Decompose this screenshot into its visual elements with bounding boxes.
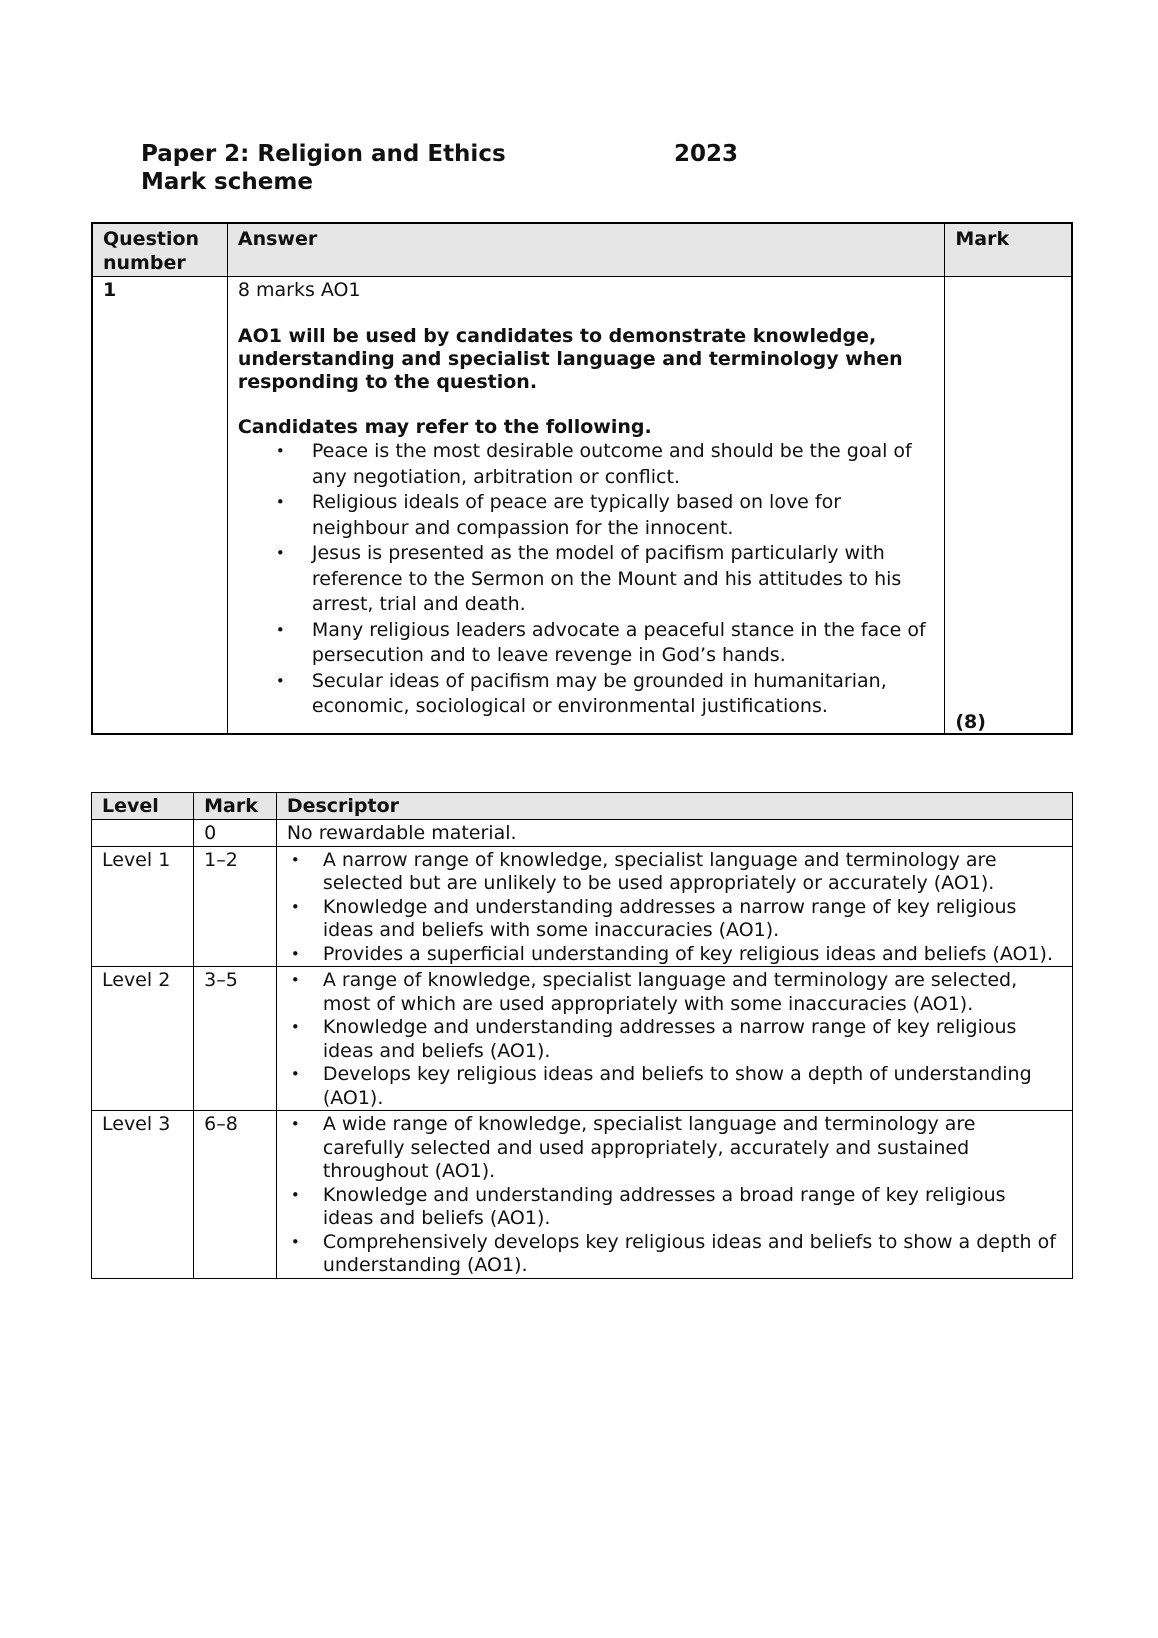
level-row-2 xyxy=(92,967,1073,1111)
header-descriptor: Descriptor xyxy=(276,793,1072,820)
header-answer: Answer xyxy=(227,223,945,277)
level-label xyxy=(92,820,194,847)
level-label: Level 1 xyxy=(92,846,194,967)
answer-point: • Religious ideals of peace are typically based on love for neighbour and compassion for the innocent. xyxy=(312,490,935,541)
level-descriptors xyxy=(276,967,1072,1111)
descriptor-item: • Knowledge and understanding addresses a narrow range of key religious ideas and beliefs with some inaccuracies (AO1). xyxy=(323,896,1062,943)
header-level: Level xyxy=(92,793,194,820)
descriptor-item: • Provides a superficial understanding of key religious ideas and beliefs (AO1). xyxy=(323,943,1062,967)
level-mark: 0 xyxy=(194,820,277,847)
answer-point: • Secular ideas of pacifism may be grounded in humanitarian, economic, sociological or environmental justifications. xyxy=(312,669,935,720)
descriptor-item: • Knowledge and understanding addresses a broad range of key religious ideas and beliefs (AO1). xyxy=(323,1184,1062,1231)
marks-line: 8 marks AO1 xyxy=(237,279,361,301)
answer-point: • Peace is the most desirable outcome and should be the goal of any negotiation, arbitration or conflict. xyxy=(312,439,935,490)
points-intro: Candidates may refer to the following. xyxy=(237,416,652,438)
level-row-1 xyxy=(92,846,1073,967)
level-label: Level 3 xyxy=(92,1111,194,1279)
level-descriptor: No rewardable material. xyxy=(276,820,1072,847)
level-table-header xyxy=(92,793,1073,820)
descriptor-item: • Comprehensively develops key religious ideas and beliefs to show a depth of understanding (AO1). xyxy=(323,1231,1062,1278)
mark-cell xyxy=(945,277,1072,734)
descriptor-item: • A wide range of knowledge, specialist language and terminology are carefully selected and used appropriately, accurately and sustained throughout (AO1). xyxy=(323,1113,1062,1184)
header-mark: Mark xyxy=(945,223,1072,277)
descriptor-item: • A range of knowledge, specialist language and terminology are selected, most of which are used appropriately with some inaccuracies (AO1). xyxy=(323,969,1062,1016)
answer-points-list xyxy=(238,439,935,720)
answer-point: • Jesus is presented as the model of pacifism particularly with reference to the Sermon on the Mount and his attitudes to his arrest, trial and death. xyxy=(312,541,935,618)
level-row-3 xyxy=(92,1111,1073,1279)
level-mark: 1–2 xyxy=(194,846,277,967)
question-number: 1 xyxy=(92,277,227,734)
level-descriptors xyxy=(276,846,1072,967)
level-row-0 xyxy=(92,820,1073,847)
paper-subtitle: Mark scheme xyxy=(141,169,313,195)
paper-year: 2023 xyxy=(674,141,739,167)
level-mark: 3–5 xyxy=(194,967,277,1111)
header-question-number: Question number xyxy=(92,223,227,277)
answer-row xyxy=(92,277,1072,734)
answer-table-header xyxy=(92,223,1072,277)
header-mark: Mark xyxy=(194,793,277,820)
descriptor-item: • Knowledge and understanding addresses a narrow range of key religious ideas and beliefs (AO1). xyxy=(323,1016,1062,1063)
answer-cell xyxy=(227,277,945,734)
descriptor-item: • A narrow range of knowledge, specialist language and terminology are selected but are unlikely to be used appropriately or accurately (AO1). xyxy=(323,849,1062,896)
ao1-statement: AO1 will be used by candidates to demonstrate knowledge, understanding and specialist language and terminology when responding to the question. xyxy=(237,325,903,393)
level-mark: 6–8 xyxy=(194,1111,277,1279)
paper-title: Paper 2: Religion and Ethics xyxy=(141,141,506,167)
level-descriptors xyxy=(276,1111,1072,1279)
level-descriptor-table xyxy=(91,792,1073,1279)
level-label: Level 2 xyxy=(92,967,194,1111)
descriptor-item: • Develops key religious ideas and beliefs to show a depth of understanding (AO1). xyxy=(323,1063,1062,1110)
document-header xyxy=(141,140,841,196)
answer-point: • Many religious leaders advocate a peaceful stance in the face of persecution and to leave revenge in God’s hands. xyxy=(312,618,935,669)
mark-total: (8) xyxy=(955,710,986,733)
answer-table xyxy=(91,222,1073,735)
